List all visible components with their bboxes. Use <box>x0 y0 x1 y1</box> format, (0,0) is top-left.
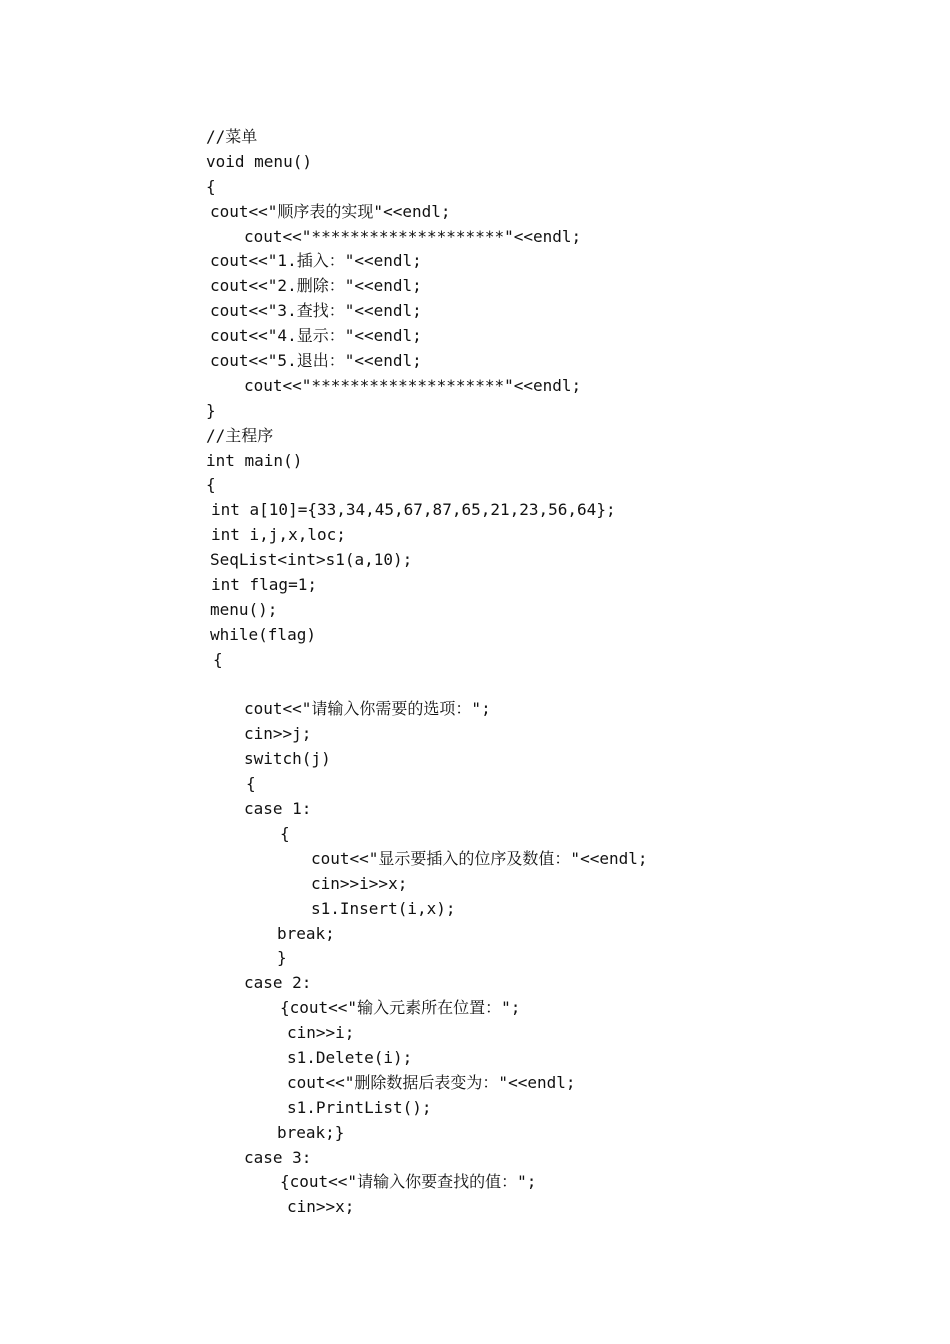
code-line: {cout<<"输入元素所在位置："; <box>280 998 521 1018</box>
code-line: s1.PrintList(); <box>287 1097 432 1117</box>
code-line: //主程序 <box>206 425 274 445</box>
code-line: s1.Delete(i); <box>287 1047 413 1067</box>
code-line: { <box>206 176 216 196</box>
code-line: SeqList<int>s1(a,10); <box>210 550 413 570</box>
code-line: cout<<"2.删除："<<endl; <box>210 276 422 296</box>
code-line: break;} <box>277 1122 345 1142</box>
code-line: cout<<"1.插入："<<endl; <box>210 251 422 271</box>
code-line: int flag=1; <box>211 575 317 595</box>
code-line: } <box>277 948 287 968</box>
code-line: while(flag) <box>210 624 316 644</box>
code-line: } <box>206 400 216 420</box>
code-line: { <box>246 774 256 794</box>
code-line: cout<<"3.查找："<<endl; <box>210 301 422 321</box>
code-line: cout<<"请输入你需要的选项："; <box>244 699 491 719</box>
code-listing <box>0 125 950 1220</box>
code-line: cin>>x; <box>287 1197 355 1217</box>
code-line: { <box>280 823 290 843</box>
code-line: //菜单 <box>206 127 258 146</box>
code-line: int i,j,x,loc; <box>211 525 346 545</box>
code-line: cout<<"4.显示："<<endl; <box>210 326 422 346</box>
code-line: cout<<"删除数据后表变为："<<endl; <box>287 1072 576 1092</box>
code-line: s1.Insert(i,x); <box>311 898 456 918</box>
code-line: menu(); <box>210 599 278 619</box>
code-line: cout<<"顺序表的实现"<<endl; <box>210 201 451 221</box>
code-line: cin>>i; <box>287 1023 355 1043</box>
code-line: break; <box>277 923 335 943</box>
code-line: void menu() <box>206 151 312 171</box>
code-line: case 1: <box>244 799 312 819</box>
code-line: cin>>i>>x; <box>311 873 408 893</box>
code-line: int main() <box>206 450 303 470</box>
code-line: case 2: <box>244 973 312 993</box>
code-line: { <box>213 649 223 669</box>
code-line: cout<<"5.退出："<<endl; <box>210 351 422 371</box>
code-line <box>0 673 950 698</box>
code-line: switch(j) <box>244 749 331 769</box>
code-line: cout<<"显示要插入的位序及数值："<<endl; <box>311 848 648 868</box>
code-line: { <box>206 475 216 495</box>
code-line: {cout<<"请输入你要查找的值："; <box>280 1172 537 1192</box>
code-line: case 3: <box>244 1147 312 1167</box>
code-line: cin>>j; <box>244 724 312 744</box>
code-line: int a[10]={33,34,45,67,87,65,21,23,56,64}; <box>211 500 616 520</box>
code-line: cout<<"********************"<<endl; <box>244 375 582 395</box>
code-line: cout<<"********************"<<endl; <box>244 226 582 246</box>
